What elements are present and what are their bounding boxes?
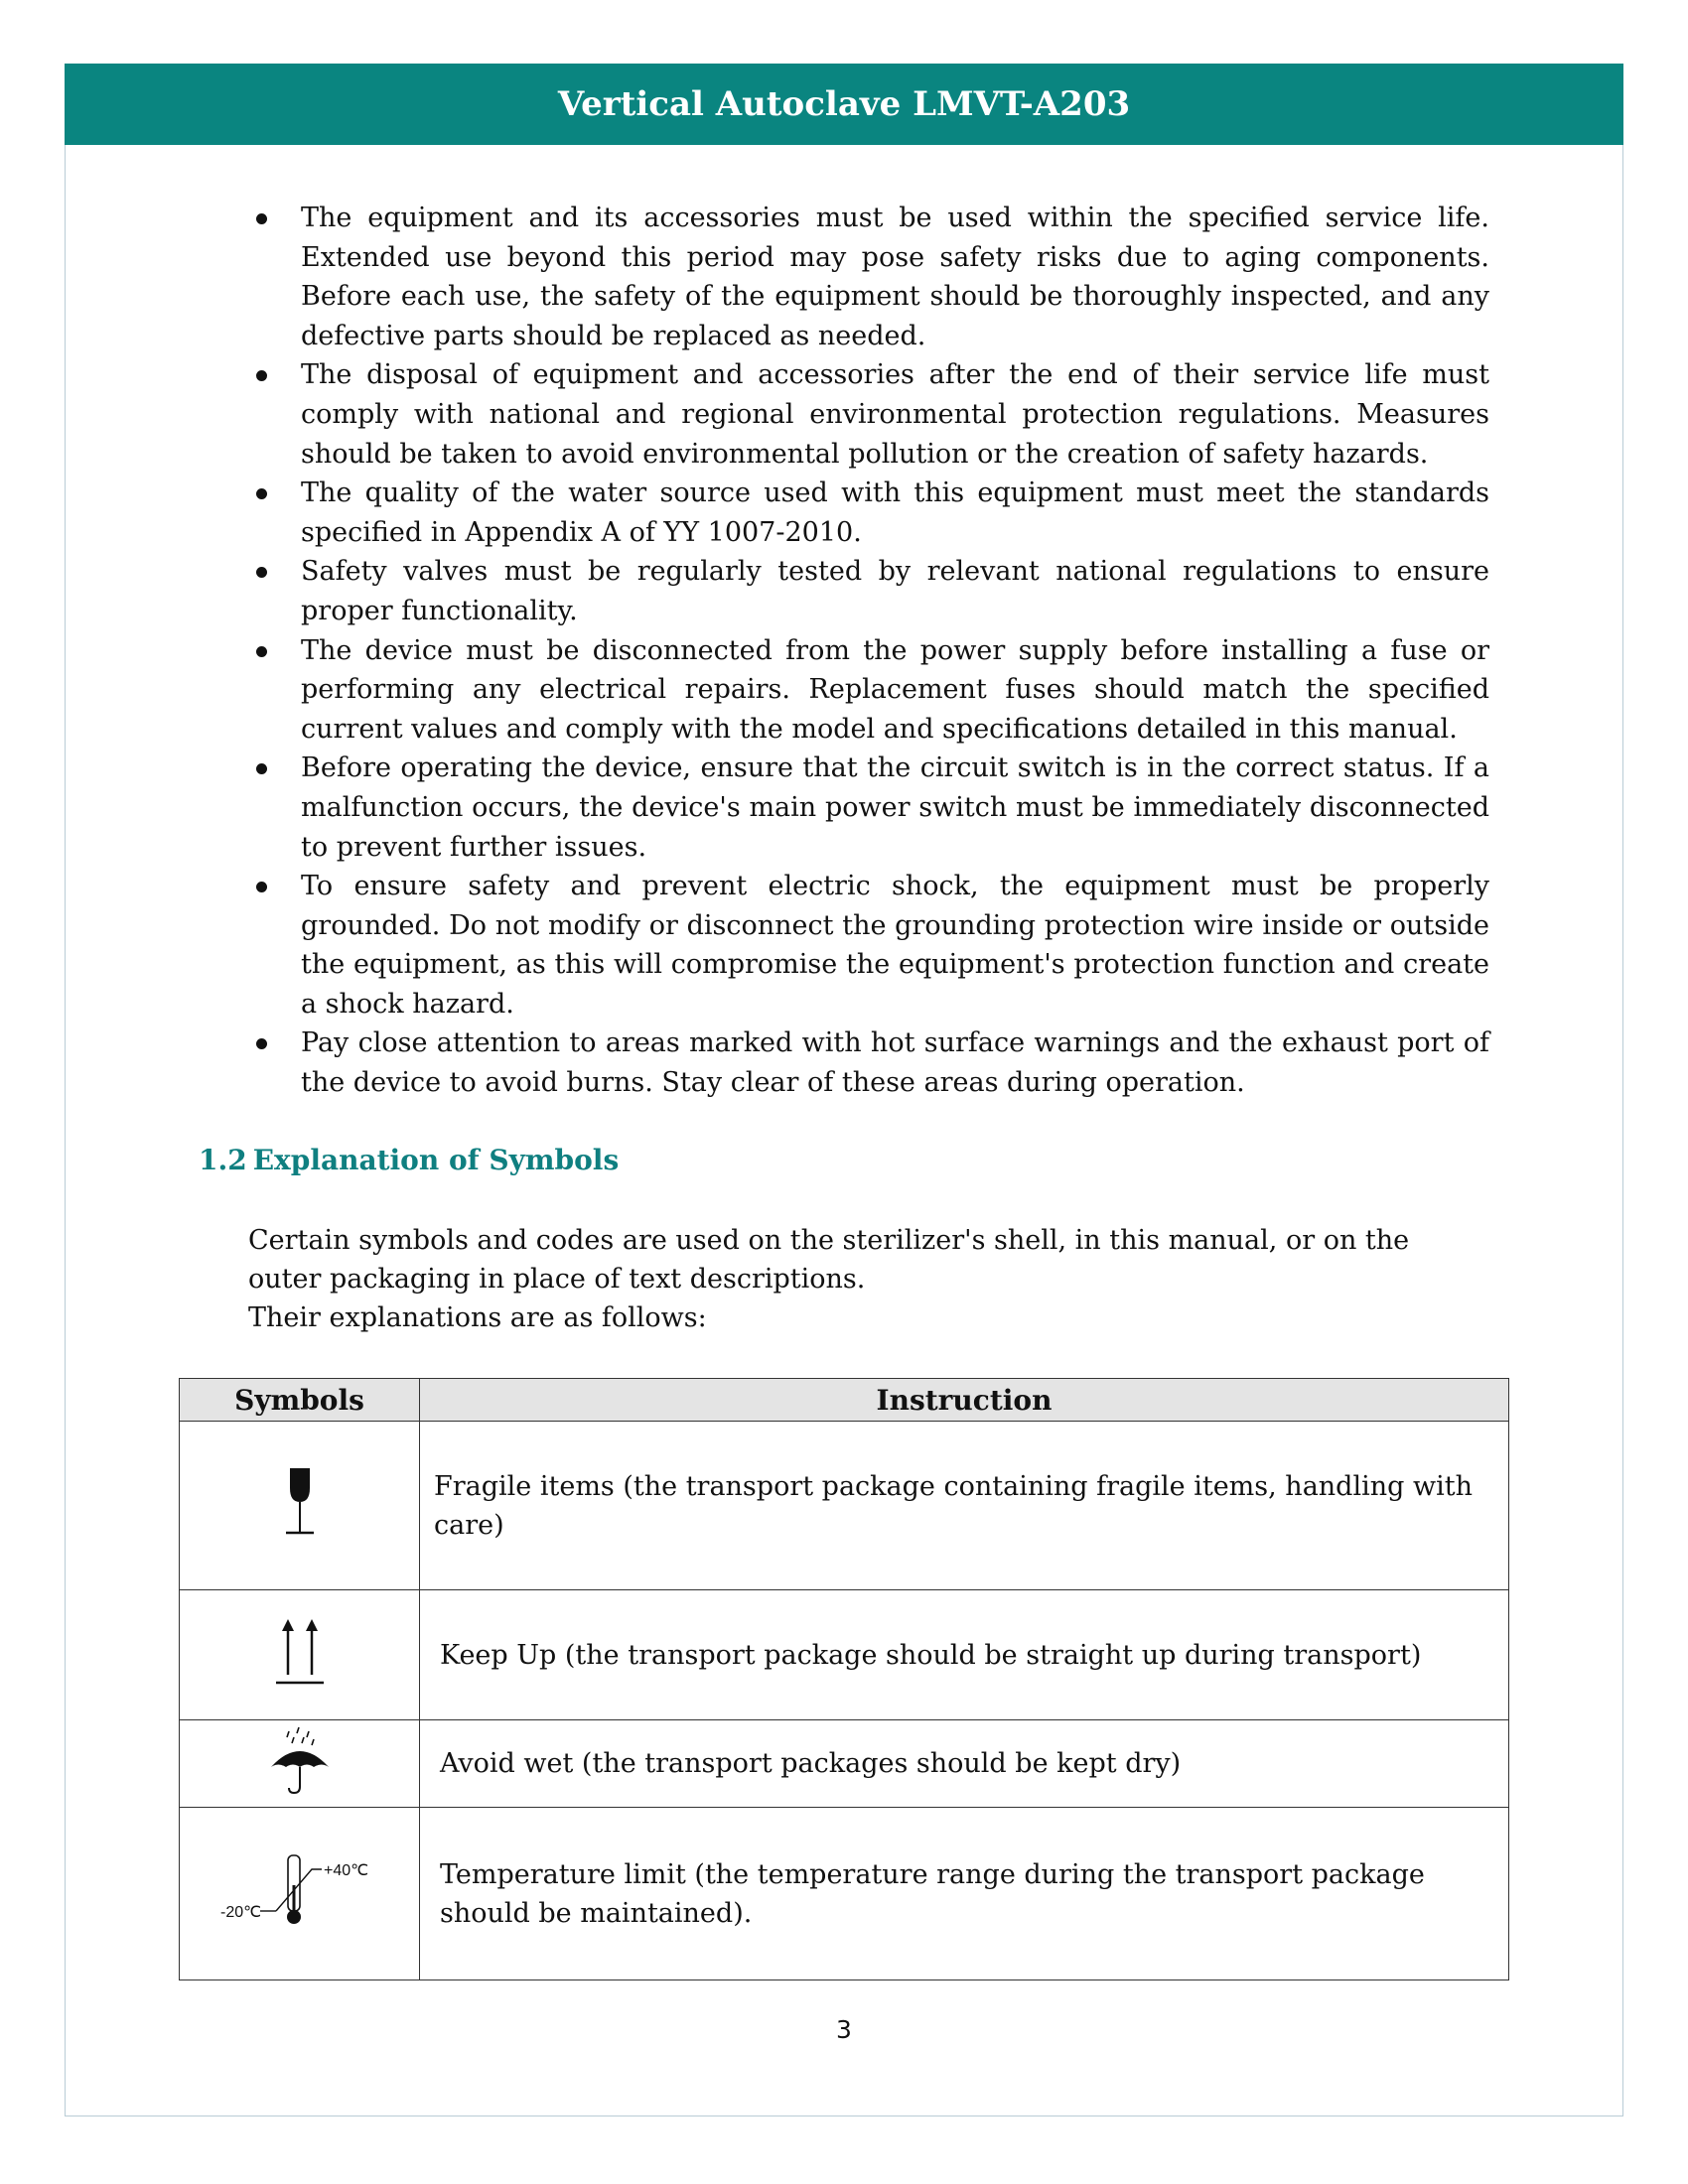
- instruction-cell: Keep Up (the transport package should be straight up during transport): [420, 1590, 1509, 1720]
- document-title: Vertical Autoclave LMVT-A203: [557, 84, 1131, 124]
- table-row: [180, 1422, 1509, 1590]
- instruction-cell: Avoid wet (the transport packages should be kept dry): [420, 1720, 1509, 1808]
- table-row: [180, 1720, 1509, 1808]
- table-row: [180, 1590, 1509, 1720]
- bullet-item: Pay close attention to areas marked with hot surface warnings and the exhaust port of the device to avoid burns. Stay clear of these areas during operation.: [248, 1024, 1489, 1102]
- table-header-row: [180, 1379, 1509, 1422]
- table-row: [180, 1808, 1509, 1980]
- safety-bullet-list: [248, 199, 1489, 1103]
- header-instruction: Instruction: [420, 1379, 1509, 1422]
- bullet-item: Safety valves must be regularly tested by relevant national regulations to ensure proper functionality.: [248, 552, 1489, 630]
- umbrella-rain-icon: [269, 1725, 331, 1795]
- document-header: [65, 64, 1623, 145]
- bullet-item: Before operating the device, ensure that the circuit switch is in the correct status. If a malfunction occurs, the device's main power switch must be immediately disconnected to prevent further issues.: [248, 749, 1489, 867]
- bullet-item: The disposal of equipment and accessories after the end of their service life must comply with national and regional environmental protection regulations. Measures should be taken to avoid environmental pollution or the creation of safety hazards.: [248, 355, 1489, 474]
- intro-line: Certain symbols and codes are used on the sterilizer's shell, in this manual, or on the outer packaging in place of text descriptions.: [248, 1225, 1410, 1295]
- bullet-item: The device must be disconnected from the power supply before installing a fuse or performing any electrical repairs. Replacement fuses should match the specified current values and comply with the model and specifications detailed in this manual.: [248, 631, 1489, 750]
- thermometer-icon: [220, 1845, 379, 1935]
- min-temp-label: -20℃: [219, 1904, 261, 1921]
- bullet-item: To ensure safety and prevent electric shock, the equipment must be properly grounded. Do not modify or disconnect the grounding protection wire inside or outside the equipment, as this will compromise the equipment's protection function and create a shock hazard.: [248, 867, 1489, 1024]
- instruction-cell: Fragile items (the transport package containing fragile items, handling with care): [420, 1422, 1509, 1590]
- section-heading: [199, 1144, 619, 1176]
- section-title-text: Explanation of Symbols: [252, 1144, 620, 1176]
- instruction-cell: Temperature limit (the temperature range during the transport package should be maintained).: [420, 1808, 1509, 1980]
- intro-line: Their explanations are as follows:: [248, 1302, 707, 1333]
- page-number: 3: [836, 2015, 852, 2044]
- header-symbols: Symbols: [180, 1379, 420, 1422]
- bullet-item: The equipment and its accessories must be used within the specified service life. Extended use beyond this period may pose safety risks due to aging components. Before each use, the safety of the equipment should be thoroughly inspected, and any defective parts should be replaced as needed.: [248, 199, 1489, 355]
- bullet-item: The quality of the water source used with this equipment must meet the standards specified in Appendix A of YY 1007-2010.: [248, 474, 1489, 552]
- symbols-table: [179, 1378, 1509, 1980]
- fragile-glass-icon: [280, 1466, 320, 1538]
- max-temp-label: +40℃: [323, 1862, 368, 1879]
- section-number: 1.2: [199, 1144, 247, 1176]
- keep-up-arrows-icon: [273, 1617, 327, 1687]
- intro-paragraph: [248, 1221, 1489, 1337]
